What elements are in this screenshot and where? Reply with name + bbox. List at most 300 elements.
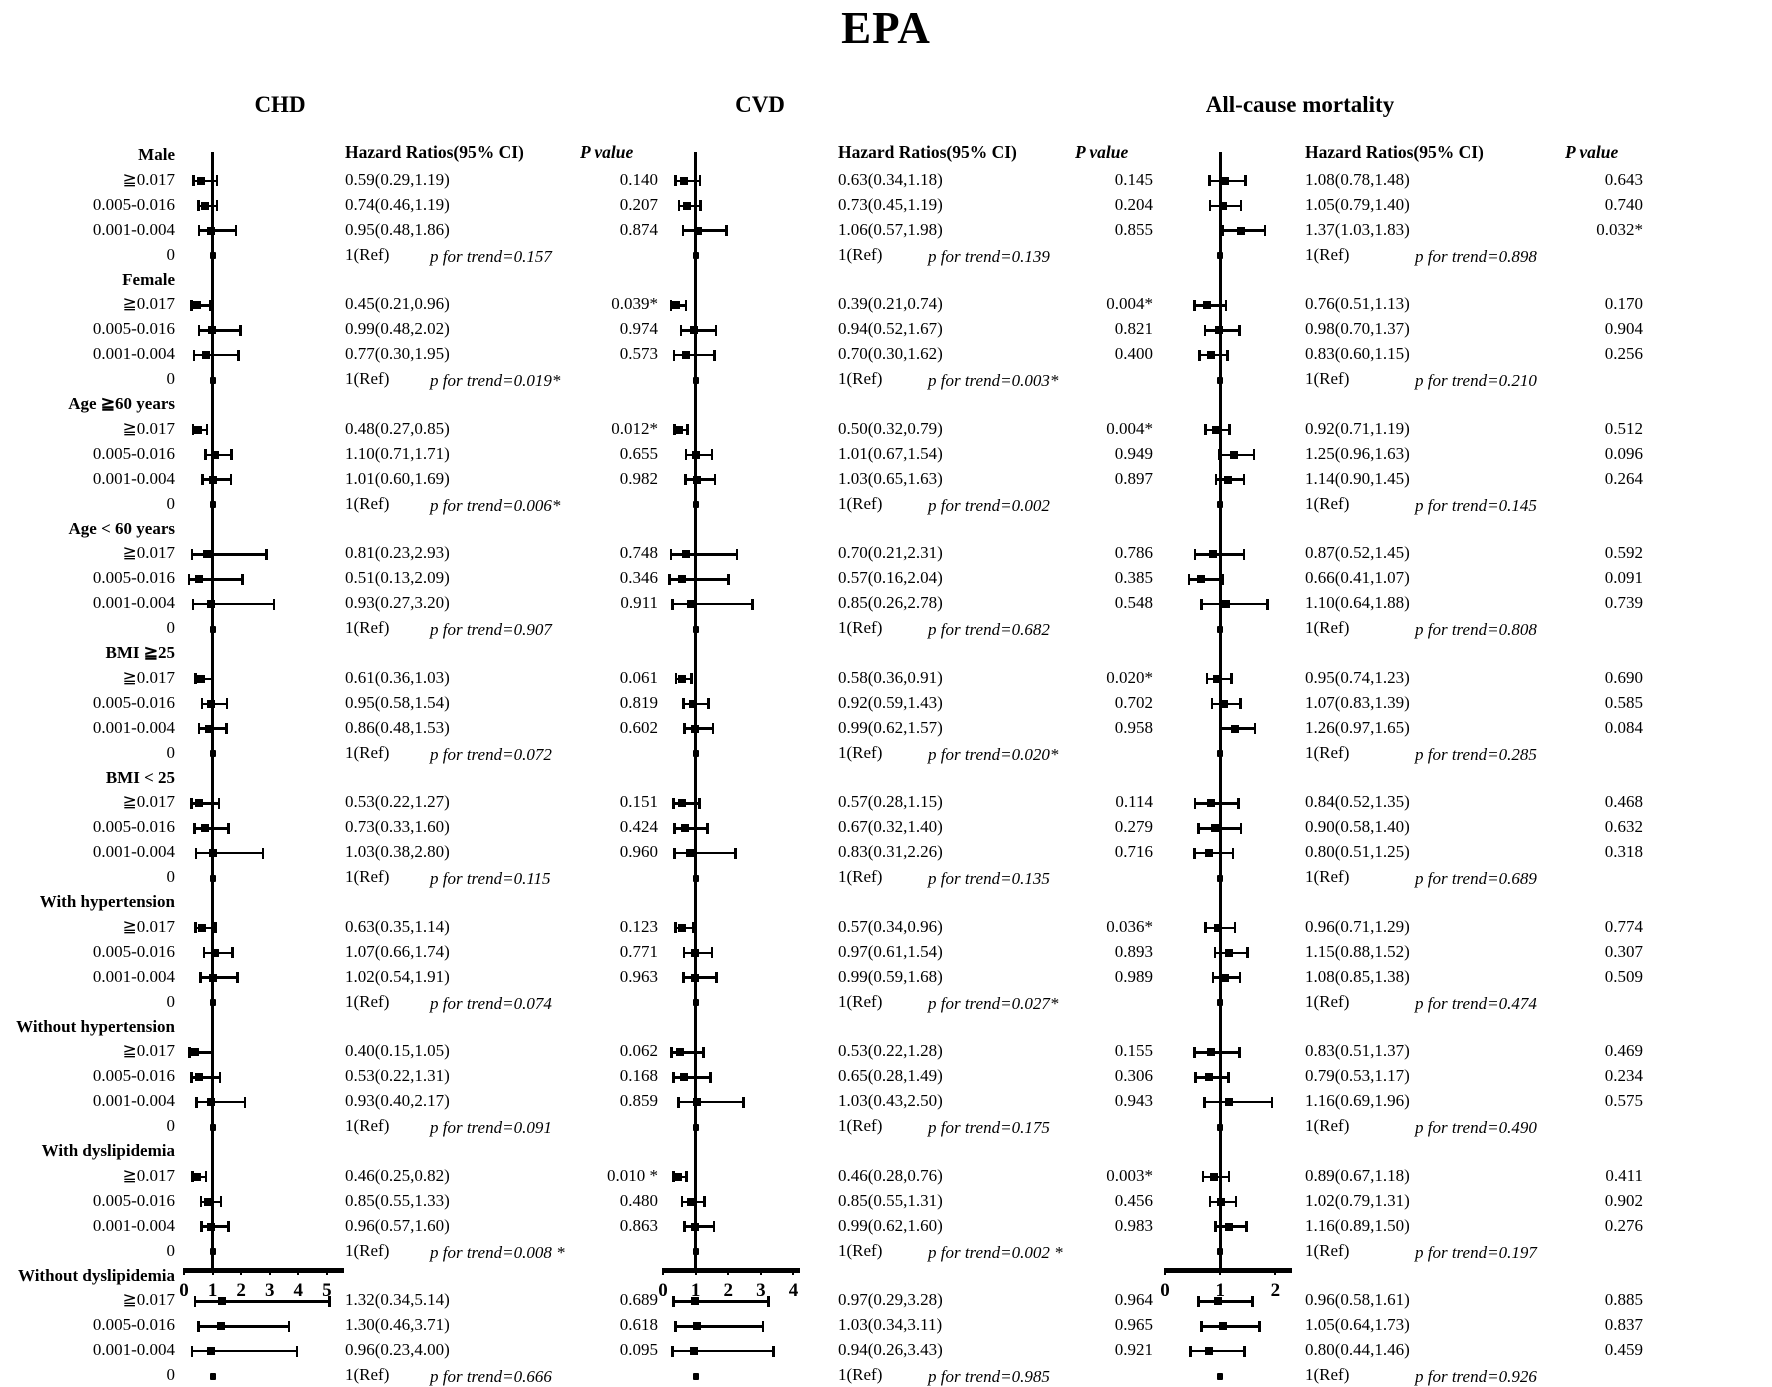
p-value: 0.151	[619, 792, 658, 812]
reference-point-marker	[693, 626, 699, 633]
hazard-ratio-value: 1.15(0.88,1.52)	[1305, 941, 1410, 961]
p-value: 0.863	[619, 1215, 658, 1235]
hazard-ratio-value: 1(Ref)	[1305, 742, 1350, 762]
hazard-ratio-value: 0.63(0.34,1.18)	[838, 169, 943, 189]
hazard-ratio-value: 1(Ref)	[1305, 1365, 1350, 1385]
ci-lower-cap	[671, 599, 674, 610]
x-axis-tick	[212, 1268, 214, 1275]
p-for-trend: p for trend=0.145	[1415, 495, 1537, 515]
hazard-ratio-value: 0.85(0.26,2.78)	[838, 593, 943, 613]
p-value: 0.207	[619, 194, 658, 214]
hazard-ratio-value: 1.07(0.66,1.74)	[345, 941, 450, 961]
exposure-level-label: 0	[166, 369, 175, 389]
point-estimate-marker	[1205, 1347, 1213, 1355]
hazard-ratio-value: 0.95(0.48,1.86)	[345, 219, 450, 239]
ci-upper-cap	[727, 574, 730, 585]
point-estimate-marker	[1221, 974, 1229, 982]
group-label: Age < 60 years	[68, 518, 175, 538]
confidence-interval-line	[195, 852, 264, 855]
p-value: 0.004*	[1106, 418, 1153, 438]
p-value: 0.974	[619, 319, 658, 339]
ci-upper-cap	[227, 1221, 230, 1232]
ci-lower-cap	[682, 972, 685, 983]
confidence-interval-line	[1194, 802, 1240, 805]
group-label: With hypertension	[39, 892, 175, 911]
hazard-ratio-value: 1(Ref)	[838, 991, 883, 1011]
confidence-interval-line	[672, 802, 700, 805]
ci-lower-cap	[1188, 574, 1191, 585]
exposure-level-label: 0.001-0.004	[92, 966, 175, 986]
x-axis-line	[184, 1268, 344, 1273]
ci-lower-cap	[1202, 1171, 1205, 1182]
p-value: 0.062	[619, 1041, 658, 1061]
confidence-interval-line	[1193, 852, 1234, 855]
ci-upper-cap	[707, 698, 710, 709]
p-value: 0.469	[1604, 1041, 1643, 1061]
ci-lower-cap	[1211, 698, 1214, 709]
hazard-ratio-value: 0.92(0.71,1.19)	[1305, 418, 1410, 438]
point-estimate-marker	[209, 476, 217, 484]
hazard-ratio-value: 0.70(0.30,1.62)	[838, 344, 943, 364]
confidence-interval-line	[193, 354, 240, 357]
x-axis-tick	[727, 1268, 729, 1275]
point-estimate-marker	[195, 799, 203, 807]
p-value: 0.091	[1604, 568, 1643, 588]
figure-title: EPA	[841, 3, 931, 53]
ci-upper-cap	[1235, 1196, 1238, 1207]
hazard-ratio-value: 0.97(0.29,3.28)	[838, 1290, 943, 1310]
exposure-level-label: 0.001-0.004	[92, 468, 175, 488]
x-axis-tick-label: 5	[322, 1280, 332, 1301]
p-value: 0.904	[1604, 319, 1643, 339]
ci-lower-cap	[685, 449, 688, 460]
point-estimate-marker	[201, 824, 209, 832]
confidence-interval-line	[1194, 553, 1245, 556]
p-value: 0.010 *	[607, 1165, 658, 1185]
ci-upper-cap	[227, 823, 230, 834]
p-value: 0.264	[1604, 468, 1643, 488]
exposure-level-label: 0.001-0.004	[92, 219, 175, 239]
point-estimate-marker	[217, 1322, 225, 1330]
reference-point-marker	[1217, 1373, 1223, 1380]
p-value: 0.740	[1604, 194, 1643, 214]
exposure-level-label: 0.005-0.016	[92, 941, 175, 961]
point-estimate-marker	[672, 301, 680, 309]
reference-point-marker	[693, 750, 699, 757]
reference-point-marker	[210, 999, 216, 1006]
ci-lower-cap	[1194, 1072, 1197, 1083]
x-axis-tick	[760, 1268, 762, 1275]
hazard-ratio-value: 0.94(0.52,1.67)	[838, 319, 943, 339]
point-estimate-marker	[1220, 700, 1228, 708]
point-estimate-marker	[205, 725, 213, 733]
exposure-level-label: 0.005-0.016	[92, 1190, 175, 1210]
point-estimate-marker	[1237, 227, 1245, 235]
p-for-trend: p for trend=0.002 *	[928, 1242, 1063, 1262]
p-for-trend: p for trend=0.091	[430, 1118, 552, 1138]
p-value: 0.204	[1114, 194, 1153, 214]
p-value: 0.958	[1114, 717, 1153, 737]
hazard-ratio-value: 0.65(0.28,1.49)	[838, 1066, 943, 1086]
ci-lower-cap	[201, 474, 204, 485]
hazard-ratio-value: 0.96(0.58,1.61)	[1305, 1290, 1410, 1310]
hazard-ratio-value: 1.32(0.34,5.14)	[345, 1290, 450, 1310]
p-value: 0.643	[1604, 169, 1643, 189]
ci-lower-cap	[188, 1047, 191, 1058]
ci-lower-cap	[682, 225, 685, 236]
hazard-ratio-value: 1.02(0.79,1.31)	[1305, 1190, 1410, 1210]
hazard-ratio-value: 1(Ref)	[1305, 991, 1350, 1011]
p-value: 0.859	[619, 1091, 658, 1111]
ci-lower-cap	[673, 823, 676, 834]
hazard-ratio-value: 0.85(0.55,1.31)	[838, 1190, 943, 1210]
group-label: With dyslipidemia	[41, 1141, 175, 1160]
confidence-interval-line	[673, 852, 737, 855]
x-axis-tick-label: 0	[1160, 1280, 1170, 1301]
p-value: 0.943	[1114, 1091, 1153, 1111]
point-estimate-marker	[195, 575, 203, 583]
ci-upper-cap	[1228, 424, 1231, 435]
ci-lower-cap	[674, 1321, 677, 1332]
exposure-level-label: 0	[166, 1116, 175, 1136]
point-estimate-marker	[197, 675, 205, 683]
ci-upper-cap	[742, 1097, 745, 1108]
reference-point-marker	[1217, 750, 1223, 757]
hazard-ratio-value: 0.59(0.29,1.19)	[345, 169, 450, 189]
reference-point-marker	[210, 750, 216, 757]
ci-lower-cap	[1198, 350, 1201, 361]
x-axis-tick-label: 3	[756, 1280, 766, 1301]
reference-point-marker	[1217, 1248, 1223, 1255]
hazard-ratio-value: 1.03(0.65,1.63)	[838, 468, 943, 488]
p-value: 0.690	[1604, 667, 1643, 687]
x-axis-tick-label: 2	[1270, 1280, 1281, 1301]
p-value: 0.155	[1114, 1041, 1153, 1061]
ci-upper-cap	[685, 1171, 688, 1182]
p-value: 0.821	[1114, 319, 1153, 339]
ci-upper-cap	[265, 549, 268, 560]
hazard-ratio-value: 1.10(0.71,1.71)	[345, 443, 450, 463]
ci-upper-cap	[702, 1047, 705, 1058]
ci-lower-cap	[200, 1221, 203, 1232]
exposure-level-label: ≧0.017	[122, 1165, 175, 1185]
point-estimate-marker	[207, 1347, 215, 1355]
point-estimate-marker	[1214, 924, 1222, 932]
ci-upper-cap	[230, 449, 233, 460]
confidence-interval-line	[671, 603, 753, 606]
point-estimate-marker	[678, 675, 686, 683]
exposure-level-label: 0.005-0.016	[92, 319, 175, 339]
x-axis-tick-label: 2	[236, 1280, 246, 1301]
exposure-level-label: ≧0.017	[122, 792, 175, 812]
reference-point-marker	[210, 875, 216, 882]
ci-upper-cap	[690, 673, 693, 684]
confidence-interval-line	[1203, 1101, 1273, 1104]
ci-upper-cap	[699, 175, 702, 186]
point-estimate-marker	[1203, 301, 1211, 309]
hazard-ratio-value: 1.01(0.60,1.69)	[345, 468, 450, 488]
hazard-ratio-value: 1(Ref)	[345, 369, 390, 389]
hazard-ratio-value: 0.80(0.51,1.25)	[1305, 842, 1410, 862]
hazard-ratio-value: 1.25(0.96,1.63)	[1305, 443, 1410, 463]
hazard-ratio-value: 0.63(0.35,1.14)	[345, 916, 450, 936]
ci-upper-cap	[699, 200, 702, 211]
hazard-ratio-value: 1.03(0.34,3.11)	[838, 1315, 943, 1335]
p-value: 0.140	[619, 169, 658, 189]
hazard-ratio-value: 1.26(0.97,1.65)	[1305, 717, 1410, 737]
point-estimate-marker	[678, 575, 686, 583]
ci-upper-cap	[725, 225, 728, 236]
group-label: BMI ≧25	[105, 643, 175, 662]
p-for-trend: p for trend=0.666	[430, 1367, 552, 1387]
point-estimate-marker	[1219, 1322, 1227, 1330]
reference-point-marker	[693, 377, 699, 384]
exposure-level-label: 0.001-0.004	[92, 1215, 175, 1235]
p-for-trend: p for trend=0.474	[1415, 993, 1537, 1013]
hazard-ratio-value: 1(Ref)	[838, 493, 883, 513]
p-for-trend: p for trend=0.135	[928, 869, 1050, 889]
ci-lower-cap	[681, 1196, 684, 1207]
ci-lower-cap	[678, 200, 681, 211]
hazard-ratio-value: 0.83(0.60,1.15)	[1305, 344, 1410, 364]
point-estimate-marker	[1225, 949, 1233, 957]
p-value: 0.123	[619, 916, 658, 936]
ci-upper-cap	[1225, 300, 1228, 311]
x-axis-tick-label: 2	[723, 1280, 733, 1301]
ci-lower-cap	[190, 1072, 193, 1083]
hazard-ratio-value: 0.58(0.36,0.91)	[838, 667, 943, 687]
hazard-ratio-value: 0.93(0.27,3.20)	[345, 593, 450, 613]
ci-upper-cap	[1244, 175, 1247, 186]
exposure-level-label: 0.005-0.016	[92, 443, 175, 463]
confidence-interval-line	[1200, 1325, 1260, 1328]
ci-lower-cap	[670, 1047, 673, 1058]
point-estimate-marker	[686, 849, 694, 857]
p-value: 0.983	[1114, 1215, 1153, 1235]
ci-lower-cap	[1209, 200, 1212, 211]
confidence-interval-line	[197, 1325, 290, 1328]
p-for-trend: p for trend=0.490	[1415, 1118, 1537, 1138]
ci-upper-cap	[1254, 723, 1257, 734]
ci-upper-cap	[1238, 1047, 1241, 1058]
point-estimate-marker	[1215, 326, 1223, 334]
ci-upper-cap	[734, 848, 737, 859]
confidence-interval-line	[671, 1350, 774, 1353]
hazard-ratio-value: 0.57(0.28,1.15)	[838, 792, 943, 812]
point-estimate-marker	[690, 326, 698, 334]
hazard-ratio-value: 0.85(0.55,1.33)	[345, 1190, 450, 1210]
hazard-ratio-value: 0.97(0.61,1.54)	[838, 941, 943, 961]
point-estimate-marker	[680, 1073, 688, 1081]
reference-point-marker	[1217, 377, 1223, 384]
ci-upper-cap	[220, 1196, 223, 1207]
ci-upper-cap	[214, 922, 217, 933]
hazard-ratio-value: 1.06(0.57,1.98)	[838, 219, 943, 239]
x-axis-tick	[1274, 1268, 1276, 1275]
point-estimate-marker	[1209, 550, 1217, 558]
hazard-ratio-value: 0.66(0.41,1.07)	[1305, 568, 1410, 588]
hazard-ratio-value: 0.83(0.31,2.26)	[838, 842, 943, 862]
point-estimate-marker	[1222, 600, 1230, 608]
x-axis-tick	[269, 1268, 271, 1275]
p-value: 0.819	[619, 692, 658, 712]
ci-upper-cap	[211, 673, 214, 684]
ci-lower-cap	[192, 599, 195, 610]
p-value: 0.965	[1114, 1315, 1153, 1335]
p-value: 0.411	[1605, 1165, 1643, 1185]
hazard-ratio-value: 0.74(0.46,1.19)	[345, 194, 450, 214]
p-value: 0.739	[1604, 593, 1643, 613]
reference-point-marker	[210, 1373, 216, 1380]
point-estimate-marker	[203, 550, 211, 558]
p-value: 0.459	[1604, 1340, 1643, 1360]
ci-upper-cap	[1222, 574, 1225, 585]
point-estimate-marker	[1225, 1098, 1233, 1106]
ci-upper-cap	[1245, 1221, 1248, 1232]
group-label: Age ≧60 years	[68, 394, 175, 413]
p-value: 0.874	[619, 219, 658, 239]
p-value: 0.592	[1604, 543, 1643, 563]
ci-lower-cap	[683, 723, 686, 734]
ci-lower-cap	[199, 972, 202, 983]
hazard-ratio-value: 1.05(0.79,1.40)	[1305, 194, 1410, 214]
point-estimate-marker	[1230, 451, 1238, 459]
hazard-ratio-value: 0.53(0.22,1.27)	[345, 792, 450, 812]
p-value: 0.168	[619, 1066, 658, 1086]
ci-lower-cap	[1204, 424, 1207, 435]
hazard-ratio-value: 1(Ref)	[345, 1365, 390, 1385]
ci-upper-cap	[1226, 350, 1229, 361]
point-estimate-marker	[202, 351, 210, 359]
confidence-interval-line	[673, 354, 716, 357]
point-estimate-marker	[1197, 575, 1205, 583]
ci-upper-cap	[239, 325, 242, 336]
hazard-ratio-value: 1(Ref)	[838, 867, 883, 887]
p-value: 0.655	[619, 443, 658, 463]
p-for-trend: p for trend=0.210	[1415, 371, 1537, 391]
p-value: 0.456	[1114, 1190, 1153, 1210]
ci-upper-cap	[296, 1346, 299, 1357]
ci-upper-cap	[692, 922, 695, 933]
point-estimate-marker	[207, 1223, 215, 1231]
hazard-ratio-value: 0.45(0.21,0.96)	[345, 294, 450, 314]
hazard-ratio-value: 1.14(0.90,1.45)	[1305, 468, 1410, 488]
p-value: 0.279	[1114, 817, 1153, 837]
point-estimate-marker	[1225, 1223, 1233, 1231]
p-for-trend: p for trend=0.689	[1415, 869, 1537, 889]
p-value: 0.716	[1114, 842, 1153, 862]
exposure-level-label: 0	[166, 867, 175, 887]
hazard-ratio-value: 0.81(0.23,2.93)	[345, 543, 450, 563]
confidence-interval-line	[192, 603, 276, 606]
point-estimate-marker	[1205, 1073, 1213, 1081]
confidence-interval-line	[193, 827, 229, 830]
reference-point-marker	[1217, 626, 1223, 633]
ci-lower-cap	[193, 823, 196, 834]
ci-upper-cap	[209, 300, 212, 311]
ci-lower-cap	[190, 798, 193, 809]
hazard-ratio-value: 1(Ref)	[345, 991, 390, 1011]
point-estimate-marker	[211, 949, 219, 957]
hazard-ratio-value: 1(Ref)	[1305, 369, 1350, 389]
p-value: 0.004*	[1106, 294, 1153, 314]
p-value-column-header: P value	[1075, 142, 1129, 162]
p-for-trend: p for trend=0.019*	[430, 371, 561, 391]
point-estimate-marker	[211, 451, 219, 459]
reference-point-marker	[693, 875, 699, 882]
p-value: 0.061	[619, 667, 658, 687]
hazard-ratio-value: 0.99(0.59,1.68)	[838, 966, 943, 986]
confidence-interval-line	[198, 727, 228, 730]
hazard-ratio-column-header: Hazard Ratios(95% CI)	[1305, 142, 1484, 162]
hazard-ratio-value: 0.67(0.32,1.40)	[838, 817, 943, 837]
confidence-interval-line	[677, 1101, 745, 1104]
point-estimate-marker	[1207, 351, 1215, 359]
p-value: 0.921	[1114, 1340, 1153, 1360]
x-axis-tick	[662, 1268, 664, 1275]
group-label: Male	[138, 145, 175, 164]
ci-lower-cap	[198, 325, 201, 336]
ci-lower-cap	[204, 449, 207, 460]
point-estimate-marker	[675, 426, 683, 434]
x-axis-tick-label: 4	[293, 1280, 304, 1301]
p-for-trend: p for trend=0.926	[1415, 1367, 1537, 1387]
p-value: 0.771	[619, 941, 658, 961]
hazard-ratio-value: 0.95(0.58,1.54)	[345, 692, 450, 712]
exposure-level-label: 0.001-0.004	[92, 842, 175, 862]
hazard-ratio-value: 0.99(0.62,1.60)	[838, 1215, 943, 1235]
reference-point-marker	[210, 1248, 216, 1255]
hazard-ratio-value: 1(Ref)	[345, 618, 390, 638]
p-value: 0.385	[1114, 568, 1153, 588]
p-value: 0.964	[1114, 1290, 1153, 1310]
ci-upper-cap	[237, 350, 240, 361]
p-value: 0.632	[1604, 817, 1643, 837]
hazard-ratio-value: 1(Ref)	[1305, 493, 1350, 513]
hazard-ratio-value: 0.73(0.45,1.19)	[838, 194, 943, 214]
p-value: 0.748	[619, 543, 658, 563]
panel-title-cvd: CVD	[735, 92, 785, 117]
ci-lower-cap	[674, 175, 677, 186]
p-value: 0.424	[619, 817, 658, 837]
point-estimate-marker	[1210, 1173, 1218, 1181]
reference-point-marker	[1217, 252, 1223, 259]
hazard-ratio-value: 1(Ref)	[345, 493, 390, 513]
hazard-ratio-value: 0.99(0.48,2.02)	[345, 319, 450, 339]
p-value: 0.512	[1604, 418, 1643, 438]
hazard-ratio-value: 1(Ref)	[838, 1240, 883, 1260]
reference-point-marker	[1217, 999, 1223, 1006]
ci-upper-cap	[1253, 449, 1256, 460]
ci-upper-cap	[706, 823, 709, 834]
ci-upper-cap	[1243, 1346, 1246, 1357]
reference-point-marker	[1217, 501, 1223, 508]
hazard-ratio-value: 0.73(0.33,1.60)	[345, 817, 450, 837]
hazard-ratio-value: 1(Ref)	[838, 1365, 883, 1385]
exposure-level-label: 0	[166, 493, 175, 513]
group-label: BMI < 25	[105, 767, 175, 787]
p-value: 0.702	[1114, 692, 1153, 712]
hazard-ratio-value: 0.96(0.57,1.60)	[345, 1215, 450, 1235]
hazard-ratio-value: 1(Ref)	[838, 618, 883, 638]
ci-lower-cap	[1194, 549, 1197, 560]
exposure-level-label: ≧0.017	[122, 667, 175, 687]
ci-upper-cap	[685, 300, 688, 311]
x-axis-tick	[297, 1268, 299, 1275]
p-for-trend: p for trend=0.808	[1415, 620, 1537, 640]
p-value: 0.095	[619, 1340, 658, 1360]
ci-lower-cap	[671, 1346, 674, 1357]
